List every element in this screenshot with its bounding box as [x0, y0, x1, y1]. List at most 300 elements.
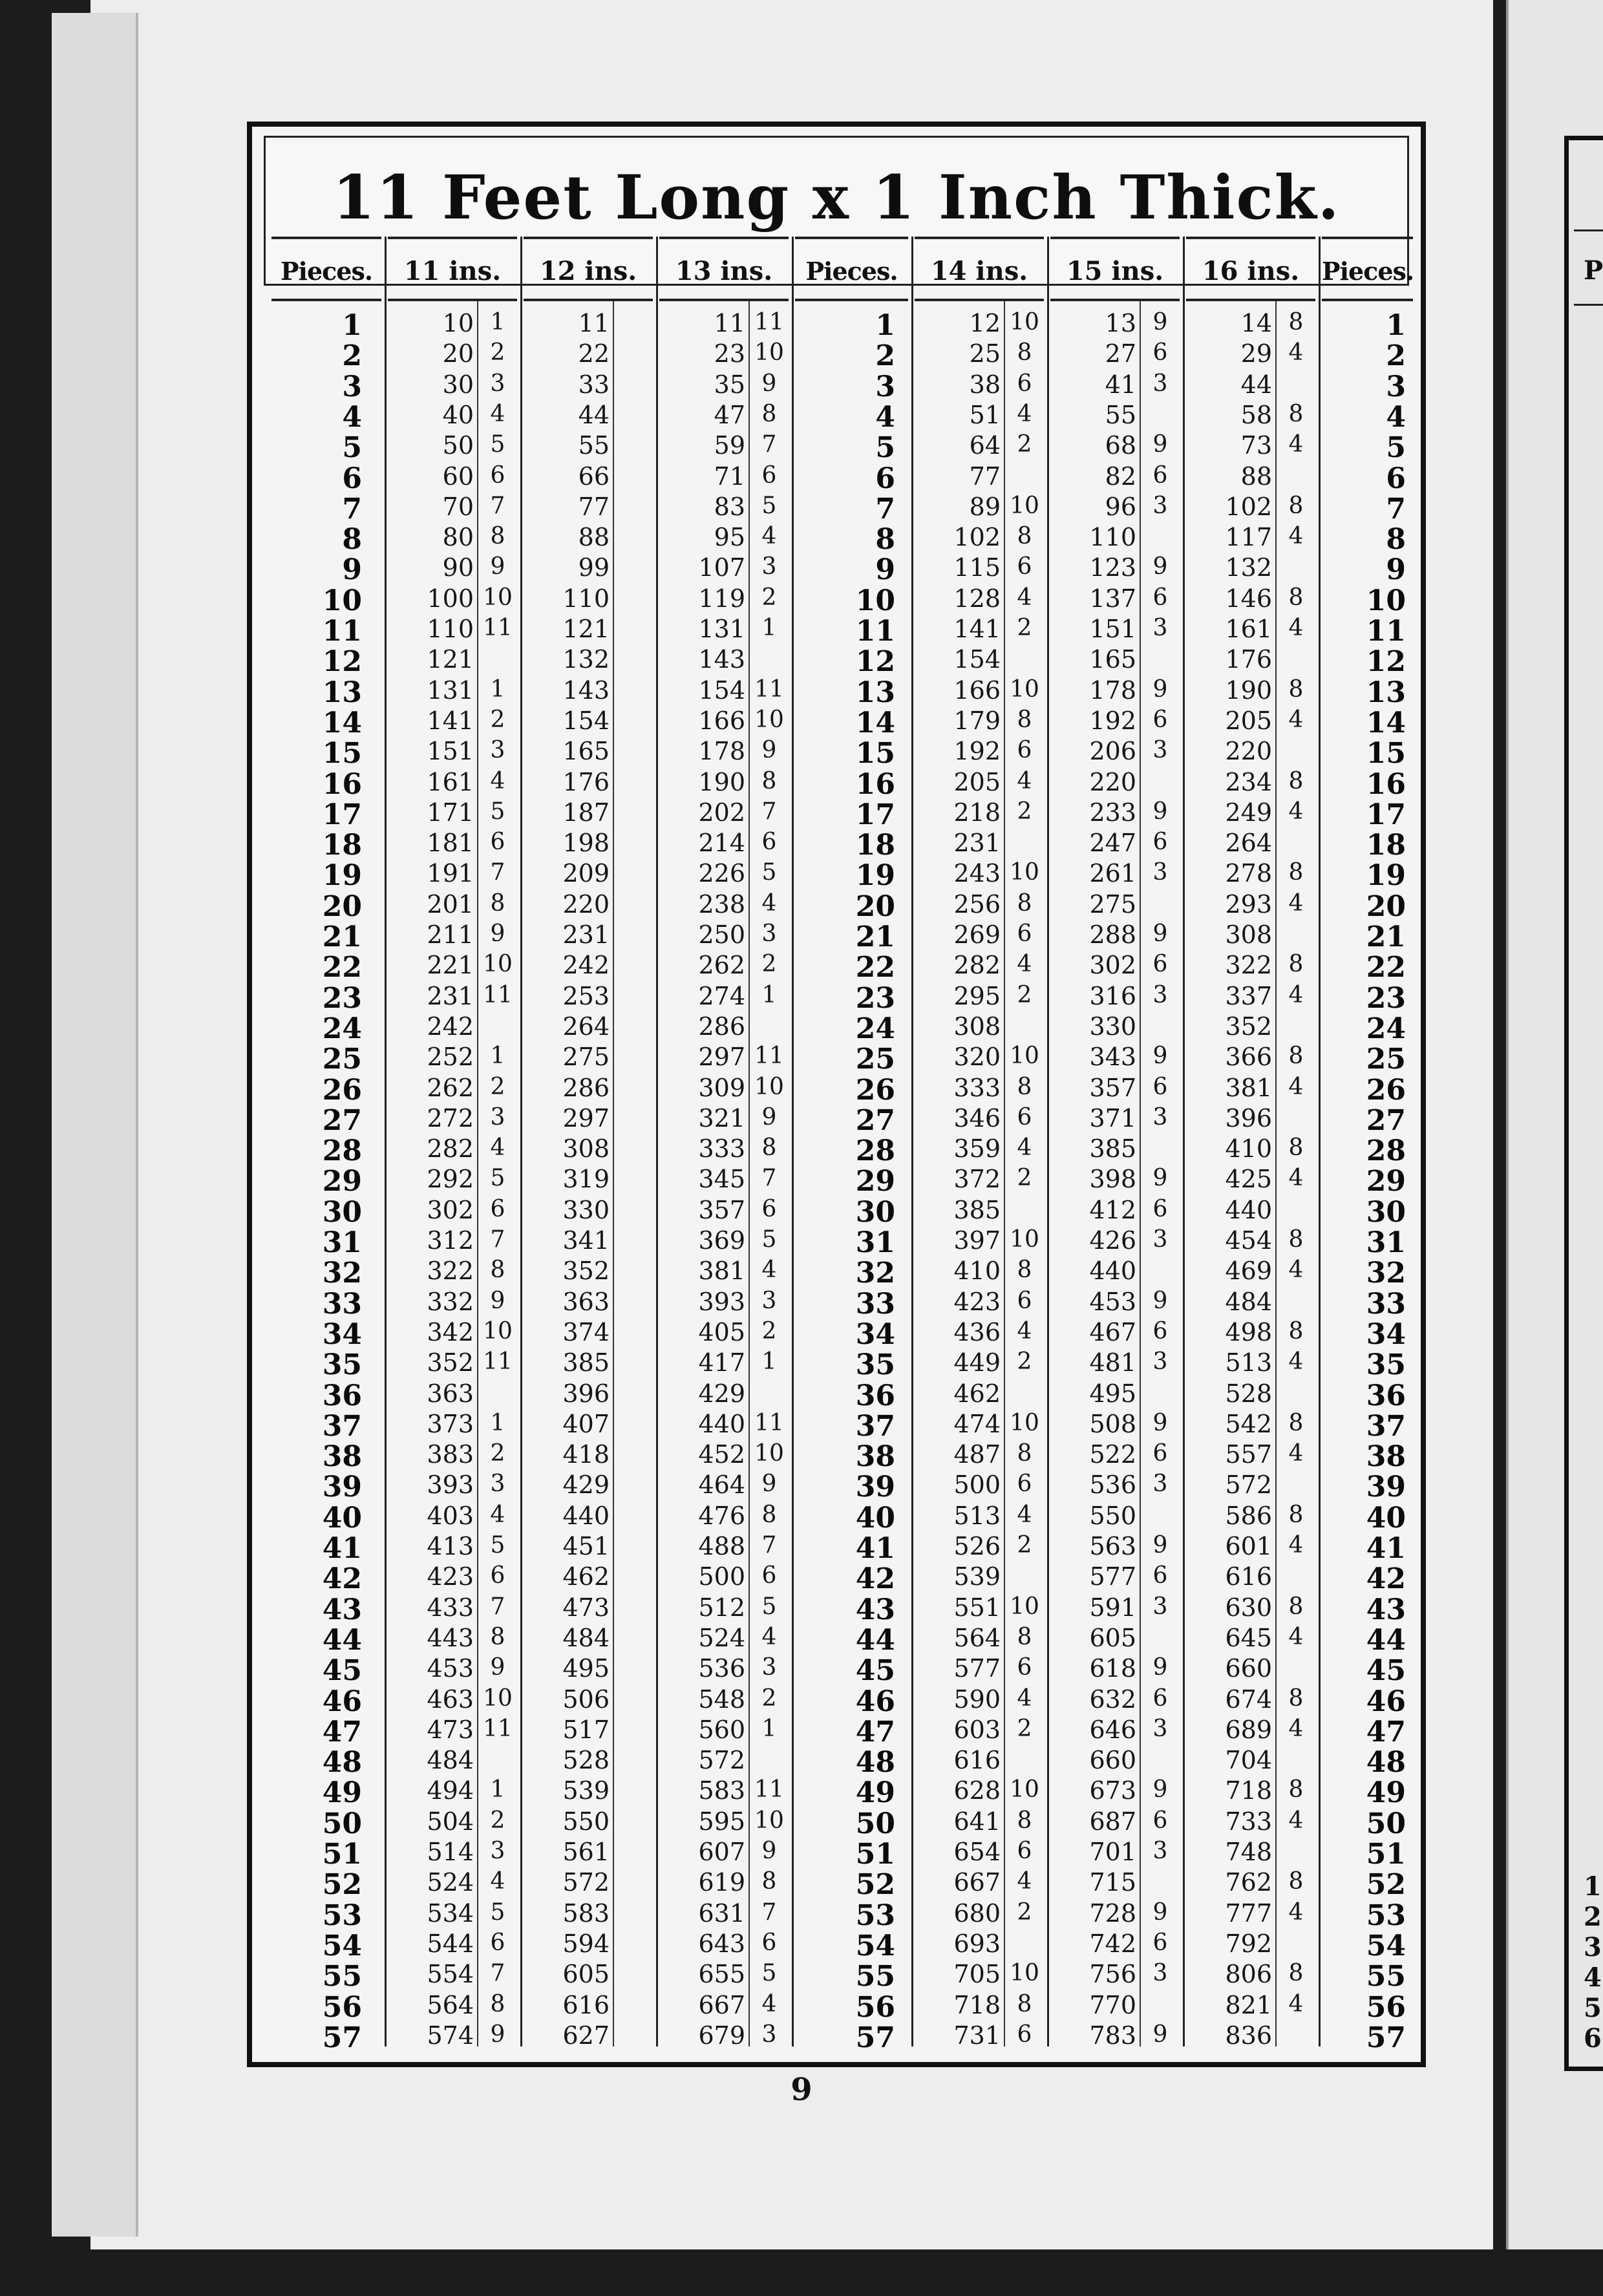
- inches-remainder-14-cell: 10: [1010, 1776, 1039, 1803]
- feet-13-ins-cell: 488: [698, 1532, 745, 1560]
- feet-11-ins-cell: 393: [427, 1471, 474, 1499]
- inches-remainder-14-cell: 2: [1017, 798, 1032, 825]
- pieces-cell: 3: [1386, 370, 1406, 403]
- feet-16-ins-cell: 630: [1225, 1593, 1272, 1622]
- pieces-cell: 42: [855, 1562, 895, 1595]
- inches-remainder-11-cell: 8: [490, 1624, 505, 1650]
- pieces-cell: 9: [875, 553, 895, 586]
- pieces-cell: 10: [1366, 584, 1406, 617]
- inches-remainder-15-cell: 6: [1152, 462, 1168, 489]
- inches-remainder-15-cell: 9: [1152, 676, 1168, 703]
- inches-remainder-15-cell: 3: [1152, 493, 1168, 519]
- feet-15-ins-cell: 756: [1089, 1960, 1136, 1988]
- feet-14-ins-cell: 308: [953, 1012, 1001, 1041]
- inches-remainder-13-cell: 10: [754, 1074, 784, 1100]
- feet-16-ins-cell: 440: [1225, 1196, 1272, 1224]
- inches-remainder-11-cell: 9: [490, 2021, 505, 2048]
- page-binding-edge: [52, 13, 138, 2237]
- pieces-cell: 36: [1366, 1379, 1406, 1412]
- feet-15-ins-cell: 13: [1105, 309, 1136, 337]
- pieces-cell: 55: [1366, 1960, 1406, 1993]
- feet-16-ins-cell: 249: [1225, 798, 1272, 827]
- pieces-cell: 15: [1366, 737, 1406, 770]
- inches-remainder-13-cell: 4: [761, 1991, 777, 2017]
- inches-remainder-15-cell: 6: [1152, 1929, 1168, 1956]
- pieces-cell: 39: [1366, 1471, 1406, 1504]
- inches-remainder-16-cell: 4: [1288, 615, 1304, 641]
- feet-12-ins-cell: 165: [562, 737, 610, 765]
- pieces-cell: 43: [855, 1593, 895, 1626]
- feet-11-ins-cell: 282: [427, 1134, 474, 1163]
- pieces-cell: 57: [855, 2021, 895, 2054]
- inches-remainder-14-cell: 10: [1010, 859, 1039, 886]
- feet-11-ins-cell: 352: [427, 1348, 474, 1377]
- inches-remainder-15-cell: 3: [1152, 1471, 1168, 1497]
- feet-12-ins-cell: 297: [562, 1104, 610, 1132]
- feet-16-ins-cell: 278: [1225, 859, 1272, 888]
- column-divider: [385, 237, 387, 2046]
- pieces-cell: 36: [855, 1379, 895, 1412]
- inches-remainder-13-cell: 9: [761, 1838, 777, 1864]
- inches-remainder-16-cell: 8: [1288, 401, 1304, 427]
- feet-12-ins-cell: 418: [562, 1440, 610, 1469]
- adjacent-page-number: 4: [1584, 1962, 1602, 1993]
- pieces-cell: 4: [342, 401, 362, 434]
- feet-13-ins-cell: 440: [698, 1410, 745, 1438]
- feet-13-ins-cell: 178: [698, 737, 745, 765]
- pieces-cell: 57: [322, 2021, 362, 2054]
- inches-remainder-14-cell: 8: [1017, 1440, 1032, 1467]
- feet-15-ins-cell: 426: [1089, 1226, 1136, 1255]
- inches-remainder-11-cell: 7: [490, 859, 505, 886]
- pieces-cell: 11: [855, 615, 895, 648]
- inches-remainder-13-cell: 4: [761, 890, 777, 917]
- feet-12-ins-cell: 11: [578, 309, 610, 337]
- feet-13-ins-cell: 679: [698, 2021, 745, 2050]
- inches-remainder-15-cell: 3: [1152, 737, 1168, 763]
- inches-remainder-15-cell: 9: [1152, 1532, 1168, 1558]
- feet-11-ins-cell: 151: [427, 737, 474, 765]
- adjacent-page-rule: [1574, 229, 1603, 231]
- feet-16-ins-cell: 821: [1225, 1991, 1272, 2019]
- feet-16-ins-cell: 748: [1225, 1838, 1272, 1866]
- feet-16-ins-cell: 205: [1225, 707, 1272, 735]
- inches-remainder-13-cell: 5: [761, 1960, 777, 1986]
- inches-remainder-16-cell: 4: [1288, 1165, 1304, 1191]
- pieces-cell: 44: [322, 1624, 362, 1657]
- feet-12-ins-cell: 594: [562, 1929, 610, 1958]
- inches-remainder-14-cell: 10: [1010, 676, 1039, 703]
- inches-remainder-14-cell: 8: [1017, 523, 1032, 549]
- inches-remainder-15-cell: 9: [1152, 2021, 1168, 2048]
- pieces-cell: 2: [875, 339, 895, 372]
- inches-remainder-15-cell: 6: [1152, 1440, 1168, 1467]
- pieces-cell: 31: [855, 1226, 895, 1259]
- feet-12-ins-cell: 440: [562, 1502, 610, 1530]
- inches-remainder-13-cell: 1: [761, 1716, 777, 1742]
- feet-15-ins-cell: 591: [1089, 1593, 1136, 1622]
- inches-remainder-13-cell: 5: [761, 493, 777, 519]
- feet-16-ins-cell: 645: [1225, 1624, 1272, 1652]
- feet-14-ins-cell: 128: [953, 584, 1001, 613]
- inches-remainder-15-cell: [1141, 401, 1180, 431]
- feet-13-ins-cell: 297: [698, 1043, 745, 1071]
- feet-11-ins-cell: 544: [427, 1929, 474, 1958]
- feet-16-ins-cell: 117: [1225, 523, 1272, 551]
- header-13-ins: 13 ins.: [659, 237, 789, 301]
- inches-remainder-15-cell: 6: [1152, 829, 1168, 855]
- pieces-cell: 11: [1366, 615, 1406, 648]
- inches-remainder-14-cell: 10: [1010, 1960, 1039, 1986]
- feet-15-ins-cell: 233: [1089, 798, 1136, 827]
- feet-12-ins-cell: 451: [562, 1532, 610, 1560]
- pieces-cell: 41: [1366, 1532, 1406, 1565]
- inches-remainder-15-cell: [1141, 1991, 1180, 2021]
- inches-remainder-11-cell: 10: [483, 584, 513, 611]
- inches-remainder-16-cell: 8: [1288, 1868, 1304, 1895]
- feet-16-ins-cell: 469: [1225, 1257, 1272, 1285]
- feet-13-ins-cell: 286: [698, 1012, 745, 1041]
- inches-remainder-13-cell: 10: [754, 707, 784, 733]
- inches-remainder-16-cell: [1277, 2021, 1315, 2052]
- feet-16-ins-cell: 29: [1240, 339, 1272, 368]
- pieces-cell: 25: [855, 1043, 895, 1076]
- inches-remainder-11-cell: 7: [490, 493, 505, 519]
- feet-14-ins-cell: 462: [953, 1379, 1001, 1408]
- feet-13-ins-cell: 417: [698, 1348, 745, 1377]
- inches-remainder-15-cell: 9: [1152, 798, 1168, 825]
- pieces-cell: 29: [322, 1165, 362, 1198]
- feet-15-ins-cell: 68: [1105, 431, 1136, 460]
- feet-12-ins-cell: 539: [562, 1776, 610, 1805]
- inches-remainder-14-cell: 2: [1017, 1165, 1032, 1191]
- feet-14-ins-cell: 693: [953, 1929, 1001, 1958]
- pieces-cell: 8: [875, 523, 895, 556]
- feet-16-ins-cell: 762: [1225, 1868, 1272, 1897]
- feet-13-ins-cell: 166: [698, 707, 745, 735]
- inches-remainder-14-cell: 2: [1017, 1899, 1032, 1926]
- inches-remainder-11-cell: 1: [490, 1410, 505, 1436]
- feet-16-ins-cell: 176: [1225, 645, 1272, 674]
- feet-12-ins-cell: 627: [562, 2021, 610, 2050]
- feet-16-ins-cell: 410: [1225, 1134, 1272, 1163]
- inches-remainder-13-cell: 10: [754, 339, 784, 366]
- inches-remainder-15-cell: 6: [1152, 584, 1168, 611]
- inches-remainder-11-cell: 8: [490, 890, 505, 917]
- feet-13-ins-cell: 619: [698, 1868, 745, 1897]
- inches-remainder-15-cell: 6: [1152, 1318, 1168, 1345]
- inches-remainder-11-cell: 11: [483, 1348, 513, 1375]
- feet-14-ins-cell: 641: [953, 1807, 1001, 1836]
- feet-16-ins-cell: 264: [1225, 829, 1272, 857]
- feet-11-ins-cell: 171: [427, 798, 474, 827]
- pieces-cell: 53: [1366, 1899, 1406, 1932]
- feet-12-ins-cell: 396: [562, 1379, 610, 1408]
- inches-remainder-16-cell: 8: [1288, 1685, 1304, 1712]
- feet-15-ins-cell: 385: [1089, 1134, 1136, 1163]
- feet-12-ins-cell: 605: [562, 1960, 610, 1988]
- pieces-cell: 29: [855, 1165, 895, 1198]
- pieces-cell: 20: [1366, 890, 1406, 923]
- feet-16-ins-cell: 733: [1225, 1807, 1272, 1836]
- feet-11-ins-cell: 20: [442, 339, 474, 368]
- feet-12-ins-cell: 517: [562, 1716, 610, 1744]
- inches-remainder-13-cell: 4: [761, 523, 777, 549]
- inches-remainder-16-cell: 8: [1288, 1134, 1304, 1161]
- inches-remainder-16-cell: 8: [1288, 1502, 1304, 1528]
- inches-remainder-13-cell: 2: [761, 584, 777, 611]
- pieces-cell: 24: [1366, 1012, 1406, 1045]
- feet-13-ins-cell: 214: [698, 829, 745, 857]
- inches-remainder-16-cell: 4: [1288, 1716, 1304, 1742]
- feet-11-ins-cell: 30: [442, 370, 474, 399]
- inches-remainder-14-cell: 10: [1010, 493, 1039, 519]
- feet-14-ins-cell: 141: [953, 615, 1001, 643]
- feet-14-ins-cell: 256: [953, 890, 1001, 919]
- feet-14-ins-cell: 205: [953, 768, 1001, 796]
- page-number: 9: [791, 2072, 812, 2108]
- inches-remainder-14-cell: 10: [1010, 1593, 1039, 1620]
- inches-remainder-13-cell: 3: [761, 2021, 777, 2048]
- inches-remainder-14-cell: [1005, 645, 1044, 675]
- feet-11-ins-cell: 433: [427, 1593, 474, 1622]
- feet-16-ins-cell: 352: [1225, 1012, 1272, 1041]
- inches-remainder-13-cell: 8: [761, 1868, 777, 1895]
- pieces-cell: 52: [855, 1868, 895, 1901]
- inches-remainder-13-cell: 9: [761, 737, 777, 763]
- inches-remainder-13-cell: 3: [761, 1288, 777, 1314]
- feet-15-ins-cell: 440: [1089, 1257, 1136, 1285]
- inches-remainder-11-cell: 6: [490, 462, 505, 489]
- feet-13-ins-cell: 464: [698, 1471, 745, 1499]
- inches-remainder-15-cell: 3: [1152, 859, 1168, 886]
- inches-remainder-15-cell: [1141, 1379, 1180, 1410]
- feet-14-ins-cell: 436: [953, 1318, 1001, 1346]
- pieces-cell: 50: [855, 1807, 895, 1840]
- feet-16-ins-cell: 704: [1225, 1746, 1272, 1774]
- pieces-cell: 17: [1366, 798, 1406, 831]
- inches-remainder-15-cell: [1141, 523, 1180, 553]
- feet-13-ins-cell: 345: [698, 1165, 745, 1193]
- feet-16-ins-cell: 190: [1225, 676, 1272, 705]
- inches-remainder-11-cell: 3: [490, 1471, 505, 1497]
- inches-remainder-13-cell: 11: [754, 309, 784, 335]
- feet-15-ins-cell: 522: [1089, 1440, 1136, 1469]
- inches-remainder-14-cell: 8: [1017, 707, 1032, 733]
- lumber-table-frame: [247, 122, 1426, 2067]
- pieces-cell: 36: [322, 1379, 362, 1412]
- inches-remainder-16-cell: [1277, 1288, 1315, 1318]
- inches-remainder-16-cell: 8: [1288, 1960, 1304, 1986]
- feet-14-ins-cell: 680: [953, 1899, 1001, 1928]
- pieces-cell: 41: [322, 1532, 362, 1565]
- pieces-cell: 5: [342, 431, 362, 464]
- pieces-cell: 45: [1366, 1654, 1406, 1687]
- feet-13-ins-cell: 476: [698, 1502, 745, 1530]
- inches-remainder-13-cell: 5: [761, 1226, 777, 1253]
- feet-15-ins-cell: 536: [1089, 1471, 1136, 1499]
- feet-13-ins-cell: 107: [698, 553, 745, 582]
- feet-15-ins-cell: 220: [1089, 768, 1136, 796]
- feet-16-ins-cell: 601: [1225, 1532, 1272, 1560]
- inches-remainder-13-cell: 8: [761, 1134, 777, 1161]
- inches-remainder-16-cell: 8: [1288, 1776, 1304, 1803]
- inches-remainder-11-cell: 3: [490, 737, 505, 763]
- feet-16-ins-cell: 425: [1225, 1165, 1272, 1193]
- inches-remainder-11-cell: 6: [490, 1562, 505, 1589]
- inches-remainder-13-cell: 1: [761, 982, 777, 1008]
- pieces-cell: 23: [1366, 982, 1406, 1015]
- pieces-cell: 57: [1366, 2021, 1406, 2054]
- inches-remainder-16-cell: [1277, 1471, 1315, 1501]
- feet-11-ins-cell: 110: [427, 615, 474, 643]
- feet-15-ins-cell: 715: [1089, 1868, 1136, 1897]
- inches-remainder-16-cell: [1277, 1012, 1315, 1043]
- inches-remainder-15-cell: 6: [1152, 707, 1168, 733]
- header-12-ins: 12 ins.: [524, 237, 653, 301]
- inches-remainder-14-cell: 8: [1017, 1624, 1032, 1650]
- feet-13-ins-cell: 309: [698, 1074, 745, 1102]
- inches-remainder-13-cell: 2: [761, 951, 777, 977]
- feet-11-ins-cell: 453: [427, 1654, 474, 1683]
- inches-remainder-11-cell: 7: [490, 1593, 505, 1620]
- feet-16-ins-cell: 806: [1225, 1960, 1272, 1988]
- feet-11-ins-cell: 60: [442, 462, 474, 491]
- feet-15-ins-cell: 660: [1089, 1746, 1136, 1774]
- feet-12-ins-cell: 264: [562, 1012, 610, 1041]
- feet-15-ins-cell: 605: [1089, 1624, 1136, 1652]
- pieces-cell: 13: [855, 676, 895, 709]
- pieces-cell: 48: [1366, 1746, 1406, 1779]
- inches-remainder-11-cell: 11: [483, 1716, 513, 1742]
- feet-12-ins-cell: 77: [578, 493, 610, 521]
- inches-remainder-14-cell: 6: [1017, 1471, 1032, 1497]
- column-divider: [520, 237, 522, 2046]
- feet-12-ins-cell: 550: [562, 1807, 610, 1836]
- inches-remainder-16-cell: 8: [1288, 493, 1304, 519]
- inches-remainder-14-cell: 4: [1017, 1868, 1032, 1895]
- feet-11-ins-cell: 131: [427, 676, 474, 705]
- inches-remainder-11-cell: 3: [490, 1838, 505, 1864]
- pieces-cell: 24: [322, 1012, 362, 1045]
- feet-15-ins-cell: 742: [1089, 1929, 1136, 1958]
- feet-13-ins-cell: 238: [698, 890, 745, 919]
- feet-11-ins-cell: 534: [427, 1899, 474, 1928]
- feet-13-ins-cell: 131: [698, 615, 745, 643]
- feet-15-ins-cell: 618: [1089, 1654, 1136, 1683]
- feet-16-ins-cell: 674: [1225, 1685, 1272, 1714]
- inches-remainder-11-cell: [478, 1746, 517, 1776]
- feet-15-ins-cell: 27: [1105, 339, 1136, 368]
- feet-13-ins-cell: 154: [698, 676, 745, 705]
- pieces-cell: 42: [1366, 1562, 1406, 1595]
- inches-remainder-11-cell: 11: [483, 615, 513, 641]
- adjacent-page-rule: [1574, 304, 1603, 306]
- inches-remainder-16-cell: [1277, 920, 1315, 951]
- inches-remainder-13-cell: 8: [761, 401, 777, 427]
- inches-remainder-15-cell: [1141, 768, 1180, 798]
- pieces-cell: 6: [342, 462, 362, 495]
- feet-15-ins-cell: 302: [1089, 951, 1136, 979]
- feet-11-ins-cell: 484: [427, 1746, 474, 1774]
- feet-14-ins-cell: 628: [953, 1776, 1001, 1805]
- inches-remainder-11-cell: 4: [490, 1868, 505, 1895]
- inches-remainder-15-cell: 9: [1152, 1288, 1168, 1314]
- inches-remainder-11-cell: 8: [490, 1257, 505, 1283]
- inches-remainder-14-cell: 4: [1017, 401, 1032, 427]
- pieces-cell: 48: [855, 1746, 895, 1779]
- pieces-cell: 46: [322, 1685, 362, 1718]
- feet-16-ins-cell: 557: [1225, 1440, 1272, 1469]
- feet-15-ins-cell: 371: [1089, 1104, 1136, 1132]
- inches-remainder-13-cell: 11: [754, 676, 784, 703]
- header-16-ins: 16 ins.: [1186, 237, 1315, 301]
- feet-13-ins-cell: 262: [698, 951, 745, 979]
- inches-remainder-11-cell: 4: [490, 1134, 505, 1161]
- feet-12-ins-cell: 473: [562, 1593, 610, 1622]
- inches-remainder-16-cell: 8: [1288, 584, 1304, 611]
- inches-remainder-11-cell: 3: [490, 370, 505, 397]
- feet-13-ins-cell: 11: [714, 309, 745, 337]
- inches-remainder-16-cell: [1277, 1838, 1315, 1868]
- feet-16-ins-cell: 660: [1225, 1654, 1272, 1683]
- inches-remainder-11-cell: 4: [490, 401, 505, 427]
- feet-13-ins-cell: 274: [698, 982, 745, 1010]
- pieces-cell: 40: [855, 1502, 895, 1535]
- inches-remainder-13-cell: [750, 1012, 789, 1043]
- inches-remainder-14-cell: 6: [1017, 1104, 1032, 1131]
- inches-remainder-11-cell: 5: [490, 1899, 505, 1926]
- feet-11-ins-cell: 574: [427, 2021, 474, 2050]
- inches-remainder-14-cell: [1005, 1379, 1044, 1410]
- feet-11-ins-cell: 332: [427, 1288, 474, 1316]
- inches-remainder-15-cell: 3: [1152, 1838, 1168, 1864]
- inches-remainder-16-cell: 4: [1288, 707, 1304, 733]
- pieces-cell: 16: [322, 768, 362, 801]
- column-divider: [1183, 237, 1185, 2046]
- inches-remainder-11-cell: 2: [490, 1440, 505, 1467]
- feet-11-ins-cell: 100: [427, 584, 474, 613]
- feet-12-ins-cell: 462: [562, 1562, 610, 1591]
- feet-14-ins-cell: 513: [953, 1502, 1001, 1530]
- pieces-cell: 46: [855, 1685, 895, 1718]
- pieces-cell: 21: [322, 920, 362, 953]
- inches-remainder-14-cell: 8: [1017, 1257, 1032, 1283]
- feet-15-ins-cell: 357: [1089, 1074, 1136, 1102]
- inches-remainder-11-cell: 4: [490, 1502, 505, 1528]
- feet-15-ins-cell: 398: [1089, 1165, 1136, 1193]
- adjacent-page-number: 2: [1584, 1902, 1602, 1932]
- inches-remainder-13-cell: 7: [761, 798, 777, 825]
- inches-remainder-13-cell: 1: [761, 1348, 777, 1375]
- pieces-cell: 20: [322, 890, 362, 923]
- pieces-cell: 7: [875, 493, 895, 526]
- feet-15-ins-cell: 412: [1089, 1196, 1136, 1224]
- inches-remainder-11-cell: 7: [490, 1960, 505, 1986]
- feet-12-ins-cell: 341: [562, 1226, 610, 1255]
- feet-13-ins-cell: 667: [698, 1991, 745, 2019]
- inches-remainder-16-cell: 4: [1288, 1991, 1304, 2017]
- feet-11-ins-cell: 80: [442, 523, 474, 551]
- feet-12-ins-cell: 110: [562, 584, 610, 613]
- pieces-cell: 19: [855, 859, 895, 892]
- pieces-cell: 48: [322, 1746, 362, 1779]
- inches-remainder-16-cell: 4: [1288, 523, 1304, 549]
- feet-14-ins-cell: 154: [953, 645, 1001, 674]
- feet-12-ins-cell: 528: [562, 1746, 610, 1774]
- inches-remainder-16-cell: [1277, 1746, 1315, 1776]
- pieces-cell: 16: [855, 768, 895, 801]
